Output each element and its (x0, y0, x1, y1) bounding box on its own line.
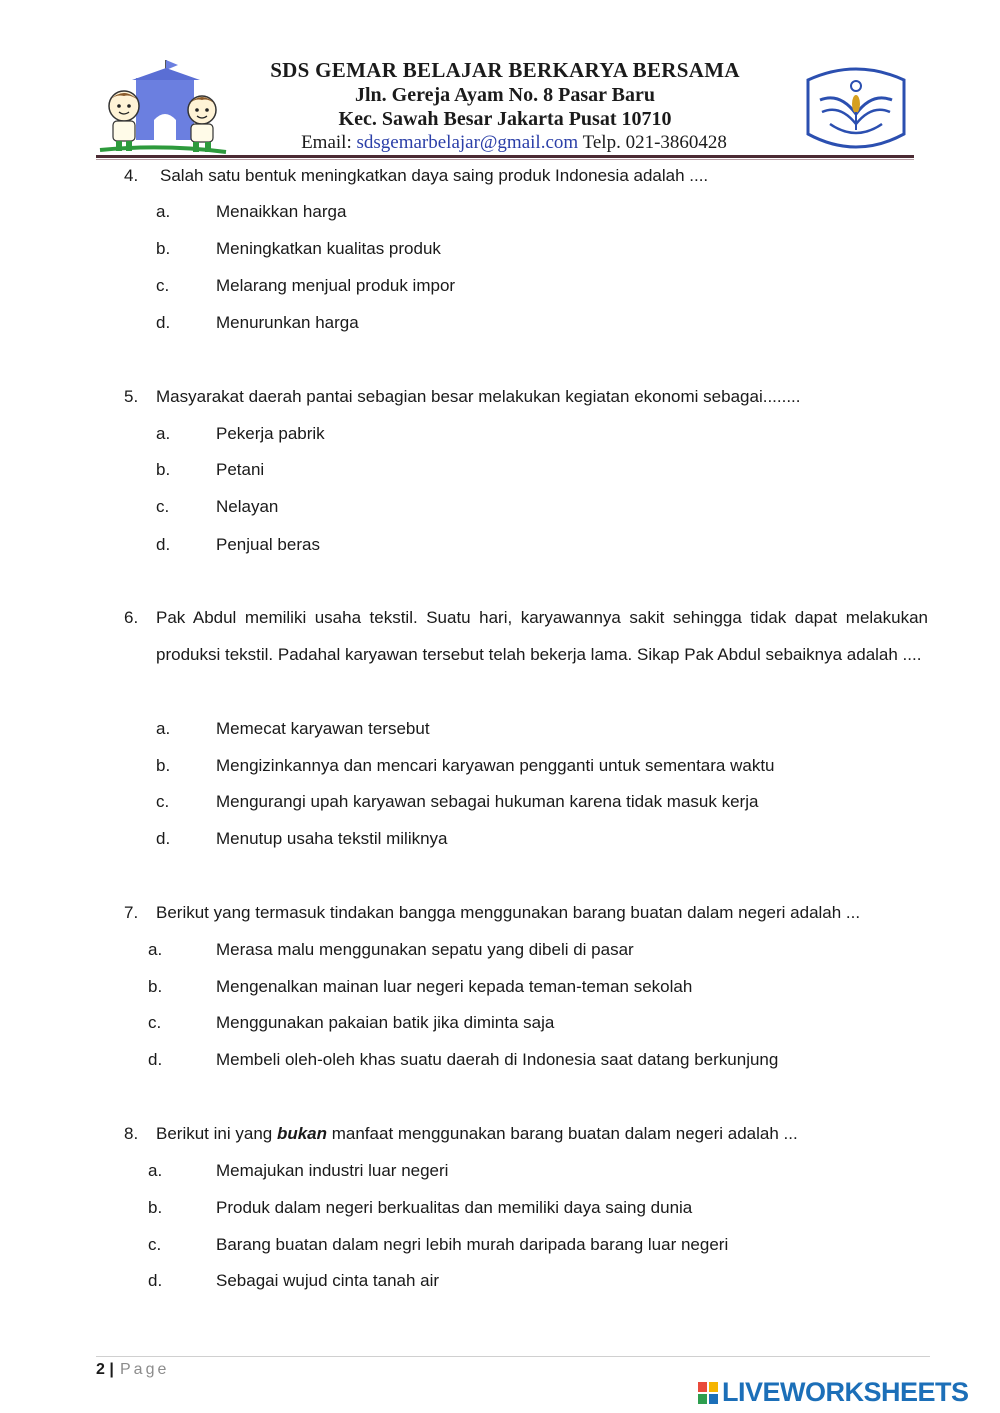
address-line-1: Jln. Gereja Ayam No. 8 Pasar Baru (355, 84, 655, 106)
option-text: Mengizinkannya dan mencari karyawan pengganti untuk sementara waktu (216, 756, 775, 775)
question-emphasis: bukan (276, 1124, 328, 1143)
option-text: Pekerja pabrik (216, 424, 325, 443)
option-text: Menurunkan harga (216, 313, 359, 332)
header-rule-thin (96, 159, 914, 160)
contact-line (224, 132, 804, 154)
option-text: Mengurangi upah karyawan sebagai hukuman karena tidak masuk kerja (216, 792, 759, 811)
option-text: Nelayan (216, 497, 279, 516)
question-number: 6. (124, 608, 139, 627)
option-text: Produk dalam negeri berkualitas dan memiliki daya saing dunia (216, 1198, 693, 1217)
option-text: Memajukan industri luar negeri (216, 1161, 449, 1180)
footer-rule (96, 1356, 930, 1357)
option-text: Mengenalkan mainan luar negeri kepada teman-teman sekolah (216, 977, 693, 996)
liveworksheets-logo-icon (698, 1382, 718, 1404)
liveworksheets-watermark[interactable]: LIVEWORKSHEETS (722, 1377, 969, 1407)
option-text: Membeli oleh-oleh khas suatu daerah di Indonesia saat datang berkunjung (216, 1050, 779, 1069)
email-address[interactable]: sdsgemarbelajar@gmail.com (356, 132, 579, 153)
option-letter: d. (148, 1050, 163, 1069)
option-text: Penjual beras (216, 535, 320, 554)
question-text-start: Berikut ini yang (156, 1124, 277, 1143)
question-number: 5. (124, 387, 139, 406)
option-letter: d. (148, 1271, 163, 1290)
question-text (156, 1124, 798, 1144)
option-text: Merasa malu menggunakan sepatu yang dibeli di pasar (216, 940, 634, 959)
school-name: SDS GEMAR BELAJAR BERKARYA BERSAMA (270, 58, 740, 82)
option-letter: a. (156, 202, 171, 221)
option-letter: c. (156, 497, 170, 516)
question-text: Masyarakat daerah pantai sebagian besar melakukan kegiatan ekonomi sebagai........ (156, 387, 801, 406)
question-number: 8. (124, 1124, 139, 1143)
option-letter: b. (156, 460, 171, 479)
option-text: Petani (216, 460, 265, 479)
option-letter: c. (156, 276, 170, 295)
option-text: Menutup usaha tekstil miliknya (216, 829, 448, 848)
phone-number: Telp. 021-3860428 (578, 132, 727, 153)
page-label: Page (120, 1361, 170, 1378)
option-letter: a. (148, 1161, 163, 1180)
option-letter: d. (156, 313, 171, 332)
option-text: Sebagai wujud cinta tanah air (216, 1271, 440, 1290)
question-text: Pak Abdul memiliki usaha tekstil. Suatu hari, karyawannya sakit sehingga tidak dapat melakukan produksi tekstil. Padahal karyawan tersebut telah bekerja lama. Sikap Pak Abdul sebaiknya adalah .... (156, 608, 928, 664)
option-letter: c. (148, 1013, 162, 1032)
option-letter: a. (156, 719, 171, 738)
question-text-end: manfaat menggunakan barang buatan dalam negeri adalah ... (327, 1124, 798, 1143)
option-text: Memecat karyawan tersebut (216, 719, 430, 738)
email-label: Email: (301, 132, 357, 153)
option-letter: b. (148, 1198, 163, 1217)
option-text: Menggunakan pakaian batik jika diminta saja (216, 1013, 555, 1032)
option-letter: a. (156, 424, 171, 443)
tut-wuri-handayani-emblem-icon (800, 64, 912, 156)
option-letter: d. (156, 535, 171, 554)
option-text: Barang buatan dalam negri lebih murah daripada barang luar negeri (216, 1235, 729, 1254)
question-text: Berikut yang termasuk tindakan bangga menggunakan barang buatan dalam negeri adalah ... (156, 903, 861, 922)
option-letter: c. (156, 792, 170, 811)
header-rule (96, 155, 914, 158)
page-number: 2 | (96, 1361, 114, 1378)
option-letter: b. (156, 239, 171, 258)
question-text: Salah satu bentuk meningkatkan daya saing produk Indonesia adalah .... (160, 166, 709, 185)
letterhead (0, 0, 1000, 165)
option-text: Meningkatkan kualitas produk (216, 239, 441, 258)
question-number: 7. (124, 903, 139, 922)
option-letter: a. (148, 940, 163, 959)
option-letter: d. (156, 829, 171, 848)
option-text: Melarang menjual produk impor (216, 276, 456, 295)
option-letter: b. (148, 977, 163, 996)
school-logo-icon (96, 58, 230, 158)
option-text: Menaikkan harga (216, 202, 347, 221)
address-line-2: Kec. Sawah Besar Jakarta Pusat 10710 (338, 108, 672, 130)
option-letter: c. (148, 1235, 162, 1254)
option-letter: b. (156, 756, 171, 775)
question-number: 4. (124, 166, 139, 185)
